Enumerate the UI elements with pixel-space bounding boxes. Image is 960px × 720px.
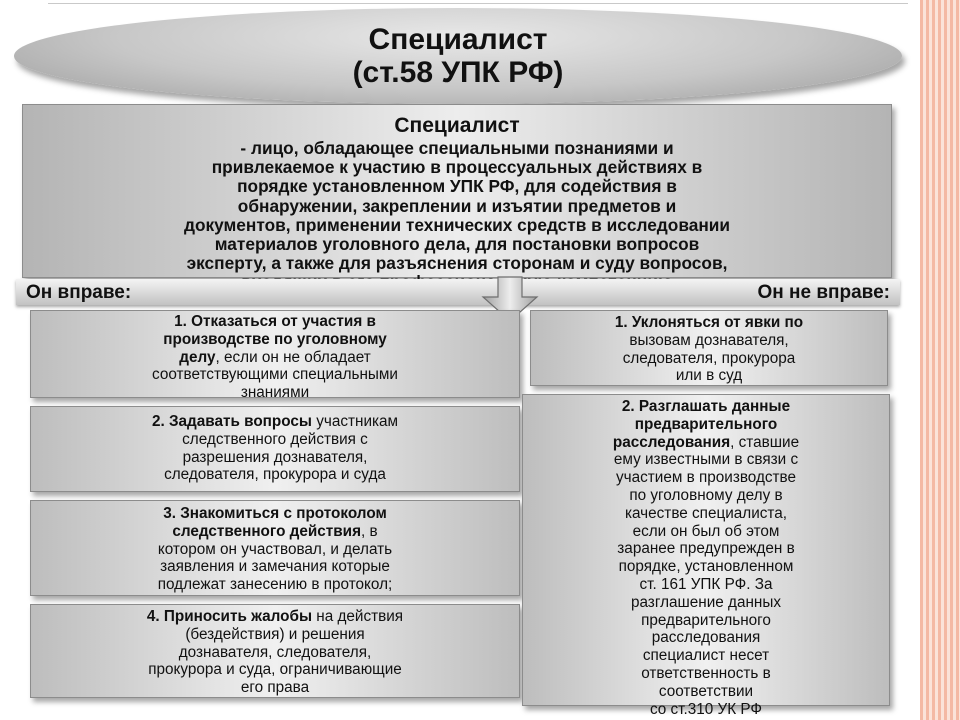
item-line: расследования, ставшие xyxy=(612,433,800,451)
item-line: его права xyxy=(240,679,310,697)
item-line: 1. Отказаться от участия в xyxy=(174,313,376,330)
item-line: знаниями xyxy=(240,384,310,402)
item-line: дознавателя, следователя, xyxy=(178,643,372,661)
definition-line: привлекаемое к участию в процессуальных действиях в xyxy=(211,157,703,178)
item-line: или в суд xyxy=(675,367,743,385)
definition-line: порядке установленном УПК РФ, для содействия в xyxy=(237,176,677,197)
item-line: порядке, установленном xyxy=(618,558,794,576)
item-line: соответствующими специальными xyxy=(152,366,398,384)
item-line: заявления и замечания которые xyxy=(160,558,390,576)
item-line: если он был об этом xyxy=(632,522,780,540)
definition-line: эксперту, а также для разъяснения сторонам и суду вопросов, xyxy=(186,253,728,274)
definition-line: документов, применении технических средств в исследовании xyxy=(183,214,731,235)
top-divider-line xyxy=(48,3,908,4)
item-line: специалист несет xyxy=(642,647,770,665)
item-line: расследования xyxy=(651,629,761,647)
right-item-3 xyxy=(30,500,520,596)
item-line: вызовам дознавателя, xyxy=(629,331,789,349)
item-line: ему известными в связи с xyxy=(613,451,799,469)
prohibitions-label: Он не вправе: xyxy=(757,282,890,303)
item-line: следственного действия, в xyxy=(172,522,378,540)
item-line: по уголовному делу в xyxy=(629,486,783,504)
item-line: ст. 161 УПК РФ. За xyxy=(639,575,773,593)
item-line: разрешения дознавателя, xyxy=(182,448,368,466)
item-line: (бездействия) и решения xyxy=(185,625,365,643)
item-line: делу, если он не обладает xyxy=(179,348,371,366)
item-line: предварительного xyxy=(634,415,778,433)
item-line: соответствии xyxy=(658,682,754,700)
item-line: следователя, прокурора xyxy=(622,349,796,367)
item-line: со ст.310 УК РФ xyxy=(649,700,763,718)
item-line: подлежат занесению в протокол; xyxy=(157,576,393,594)
definition-line: материалов уголовного дела, для постановки вопросов xyxy=(214,234,700,255)
item-line: следственного действия с xyxy=(182,430,368,448)
definition-line: - лицо, обладающее специальными познаниями и xyxy=(240,138,674,158)
item-line: ответственность в xyxy=(641,664,771,682)
item-line: 2. Разглашать данные xyxy=(621,398,791,415)
item-line: 1. Уклоняться от явки по xyxy=(614,314,804,331)
header-title: Специалист xyxy=(368,23,548,56)
header-subtitle: (ст.58 УПК РФ) xyxy=(352,56,564,89)
item-line: 4. Приносить жалобы на действия xyxy=(146,608,404,625)
prohibition-item-2 xyxy=(522,394,890,718)
prohibition-item-1 xyxy=(530,310,888,386)
definition-line: обнаружении, закреплении и изъятии предметов и xyxy=(237,195,677,216)
slide-border-stripe xyxy=(920,0,960,720)
definition-box xyxy=(22,104,892,278)
item-line: котором он участвовал, и делать xyxy=(157,540,393,558)
header-ellipse xyxy=(14,8,902,104)
item-line: производстве по уголовному xyxy=(163,330,387,348)
item-line: 2. Задавать вопросы участникам xyxy=(151,413,399,430)
item-line: разглашение данных xyxy=(630,593,782,611)
item-line: 3. Знакомиться с протоколом xyxy=(163,505,387,522)
item-line: участием в производстве xyxy=(616,469,796,487)
item-line: следователя, прокурора и суда xyxy=(164,466,386,484)
rights-label: Он вправе: xyxy=(26,282,132,303)
item-line: прокурора и суда, ограничивающие xyxy=(148,661,402,679)
item-line: качестве специалиста, xyxy=(624,504,787,522)
right-item-4 xyxy=(30,604,520,698)
definition-title: Специалист xyxy=(394,114,520,137)
right-item-2 xyxy=(30,406,520,492)
right-item-1 xyxy=(30,310,520,402)
item-line: заранее предупрежден в xyxy=(617,540,795,558)
item-line: предварительного xyxy=(641,611,771,629)
